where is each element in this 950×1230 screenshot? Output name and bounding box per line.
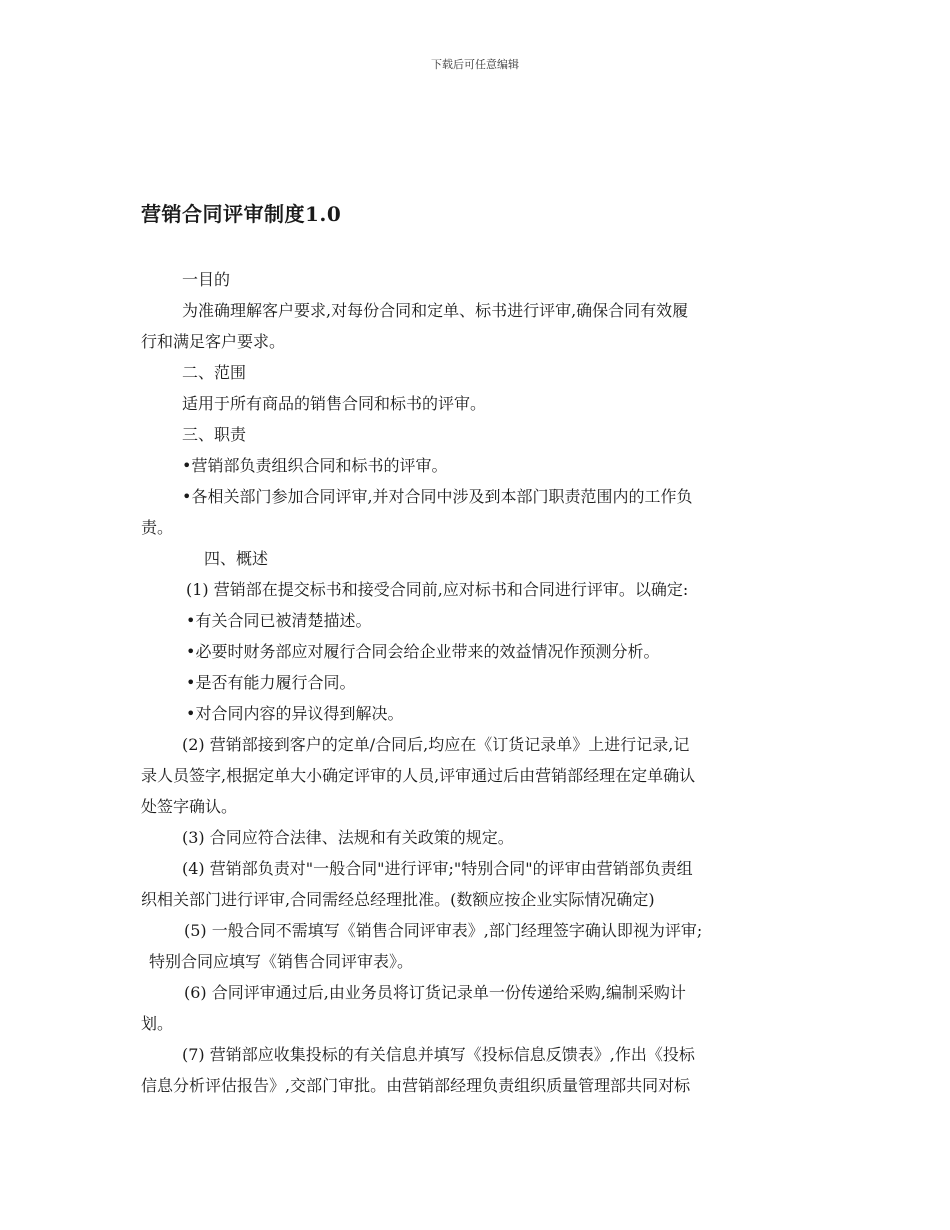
paragraph-line: (2) 营销部接到客户的定单/合同后,均应在《订货记录单》上进行记录,记 (182, 735, 690, 754)
paragraph-line: 为准确理解客户要求,对每份合同和定单、标书进行评审,确保合同有效履 (182, 301, 689, 320)
paragraph-line: 三、职责 (182, 425, 247, 444)
page-header-note: 下载后可任意编辑 (431, 58, 519, 71)
paragraph-line: •各相关部门参加合同评审,并对合同中涉及到本部门职责范围内的工作负 (182, 487, 693, 506)
paragraph-line: 特别合同应填写《销售合同评审表》。 (149, 952, 414, 971)
paragraph-line: (1) 营销部在提交标书和接受合同前,应对标书和合同进行评审。以确定: (186, 580, 689, 599)
paragraph-line: •必要时财务部应对履行合同会给企业带来的效益情况作预测分析。 (186, 642, 660, 661)
paragraph-line: •营销部负责组织合同和标书的评审。 (182, 456, 448, 475)
paragraph-line: 录人员签字,根据定单大小确定评审的人员,评审通过后由营销部经理在定单确认 (141, 766, 696, 785)
paragraph-line: •对合同内容的异议得到解决。 (186, 704, 404, 723)
paragraph-line: 织相关部门进行评审,合同需经总经理批准。(数额应按企业实际情况确定) (141, 890, 655, 909)
paragraph-line: •是否有能力履行合同。 (186, 673, 356, 692)
paragraph-line: 一目的 (182, 270, 231, 289)
paragraph-line: 划。 (141, 1014, 174, 1033)
paragraph-line: •有关合同已被清楚描述。 (186, 611, 372, 630)
paragraph-line: 二、范围 (182, 363, 247, 382)
document-title: 营销合同评审制度1.0 (141, 202, 342, 226)
paragraph-line: (4) 营销部负责对"一般合同"进行评审;"特别合同"的评审由营销部负责组 (182, 859, 693, 878)
paragraph-line: (5) 一般合同不需填写《销售合同评审表》,部门经理签字确认即视为评审; (184, 921, 703, 940)
paragraph-line: (6) 合同评审通过后,由业务员将订货记录单一份传递给采购,编制采购计 (184, 983, 686, 1002)
paragraph-line: 信息分析评估报告》,交部门审批。由营销部经理负责组织质量管理部共同对标 (141, 1076, 691, 1095)
paragraph-line: 处签字确认。 (141, 797, 238, 816)
paragraph-line: 行和满足客户要求。 (141, 332, 286, 351)
paragraph-line: 四、概述 (204, 549, 269, 568)
paragraph-line: 适用于所有商品的销售合同和标书的评审。 (182, 394, 487, 413)
document-body (141, 264, 806, 1101)
paragraph-line: (3) 合同应符合法律、法规和有关政策的规定。 (182, 828, 514, 847)
paragraph-line: 责。 (141, 518, 174, 537)
paragraph-line: (7) 营销部应收集投标的有关信息并填写《投标信息反馈表》,作出《投标 (182, 1045, 695, 1064)
